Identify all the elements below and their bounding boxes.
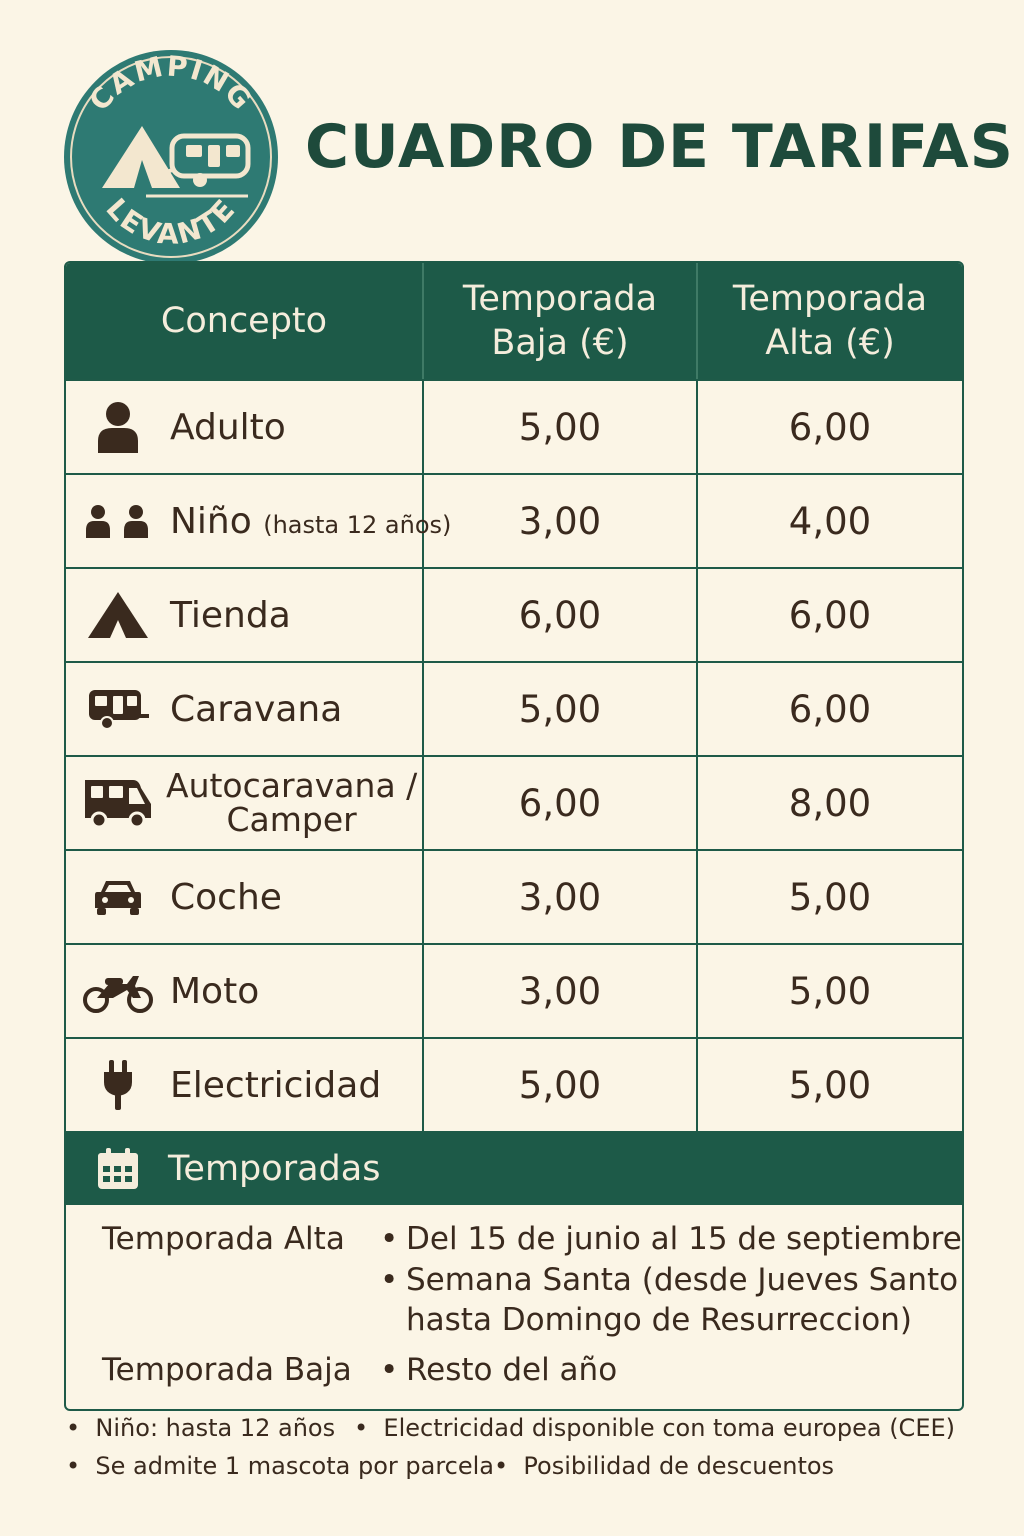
price-baja: 5,00 bbox=[422, 1039, 696, 1131]
seasons-header bbox=[66, 1131, 962, 1205]
table-row bbox=[66, 755, 962, 849]
season-alta-label: Temporada Alta bbox=[102, 1221, 345, 1257]
price-alta: 5,00 bbox=[696, 1039, 962, 1131]
price-baja: 6,00 bbox=[422, 569, 696, 661]
camping-logo bbox=[62, 48, 280, 266]
header-concepto: Concepto bbox=[160, 301, 328, 341]
table-row bbox=[66, 849, 962, 943]
table-row bbox=[66, 661, 962, 755]
header-temporada-alta: Temporada Alta (€) bbox=[696, 263, 962, 379]
price-alta: 6,00 bbox=[696, 663, 962, 755]
table-row bbox=[66, 943, 962, 1037]
row-label: Autocaravana / Camper bbox=[166, 766, 418, 839]
row-note: (hasta 12 años) bbox=[263, 510, 452, 539]
motorcycle-icon bbox=[82, 961, 154, 1021]
season-baja-item: • Resto del año bbox=[380, 1352, 618, 1388]
season-alta-item: • Del 15 de junio al 15 de septiembre bbox=[380, 1221, 962, 1257]
page-title: CUADRO DE TARIFAS bbox=[305, 112, 1014, 182]
season-alta-item: • Semana Santa (desde Jueves Santo bbox=[380, 1262, 959, 1298]
row-label: Caravana bbox=[170, 688, 343, 730]
rate-table bbox=[64, 261, 964, 1411]
season-alta-item-cont: hasta Domingo de Resurreccion) bbox=[406, 1302, 912, 1338]
header-temporada-baja: Temporada Baja (€) bbox=[422, 263, 696, 379]
table-row bbox=[66, 567, 962, 661]
row-label: Adulto bbox=[170, 406, 286, 448]
footnote: • Posibilidad de descuentos bbox=[494, 1452, 835, 1480]
seasons-heading: Temporadas bbox=[168, 1149, 381, 1189]
table-row bbox=[66, 379, 962, 473]
calendar-icon bbox=[96, 1147, 140, 1191]
children-icon bbox=[82, 491, 154, 551]
row-label: Niño (hasta 12 años) bbox=[170, 500, 452, 542]
row-label: Coche bbox=[170, 876, 282, 918]
price-alta: 5,00 bbox=[696, 851, 962, 943]
table-row bbox=[66, 1037, 962, 1131]
tent-icon bbox=[82, 585, 154, 645]
price-alta: 6,00 bbox=[696, 569, 962, 661]
season-baja-label: Temporada Baja bbox=[102, 1352, 352, 1388]
caravan-icon bbox=[82, 679, 154, 739]
price-baja: 5,00 bbox=[422, 663, 696, 755]
table-header bbox=[66, 263, 962, 379]
price-baja: 3,00 bbox=[422, 475, 696, 567]
footnote: • Se admite 1 mascota por parcela bbox=[66, 1452, 494, 1480]
price-baja: 3,00 bbox=[422, 851, 696, 943]
price-baja: 3,00 bbox=[422, 945, 696, 1037]
table-row bbox=[66, 473, 962, 567]
row-label: Tienda bbox=[170, 594, 291, 636]
logo-top-text: CAMPING bbox=[82, 49, 260, 118]
logo-bottom-text: LEVANTE bbox=[99, 191, 243, 251]
price-baja: 6,00 bbox=[422, 757, 696, 849]
footnote: • Niño: hasta 12 años bbox=[66, 1414, 336, 1442]
motorhome-icon bbox=[82, 773, 154, 833]
price-alta: 6,00 bbox=[696, 381, 962, 473]
car-icon bbox=[82, 867, 154, 927]
plug-icon bbox=[82, 1055, 154, 1115]
price-baja: 5,00 bbox=[422, 381, 696, 473]
footnote: • Electricidad disponible con toma europea (CEE) bbox=[354, 1414, 956, 1442]
price-alta: 5,00 bbox=[696, 945, 962, 1037]
price-alta: 4,00 bbox=[696, 475, 962, 567]
row-label: Electricidad bbox=[170, 1064, 382, 1106]
row-label: Moto bbox=[170, 970, 260, 1012]
person-icon bbox=[82, 397, 154, 457]
price-alta: 8,00 bbox=[696, 757, 962, 849]
seasons-body bbox=[66, 1205, 962, 1409]
